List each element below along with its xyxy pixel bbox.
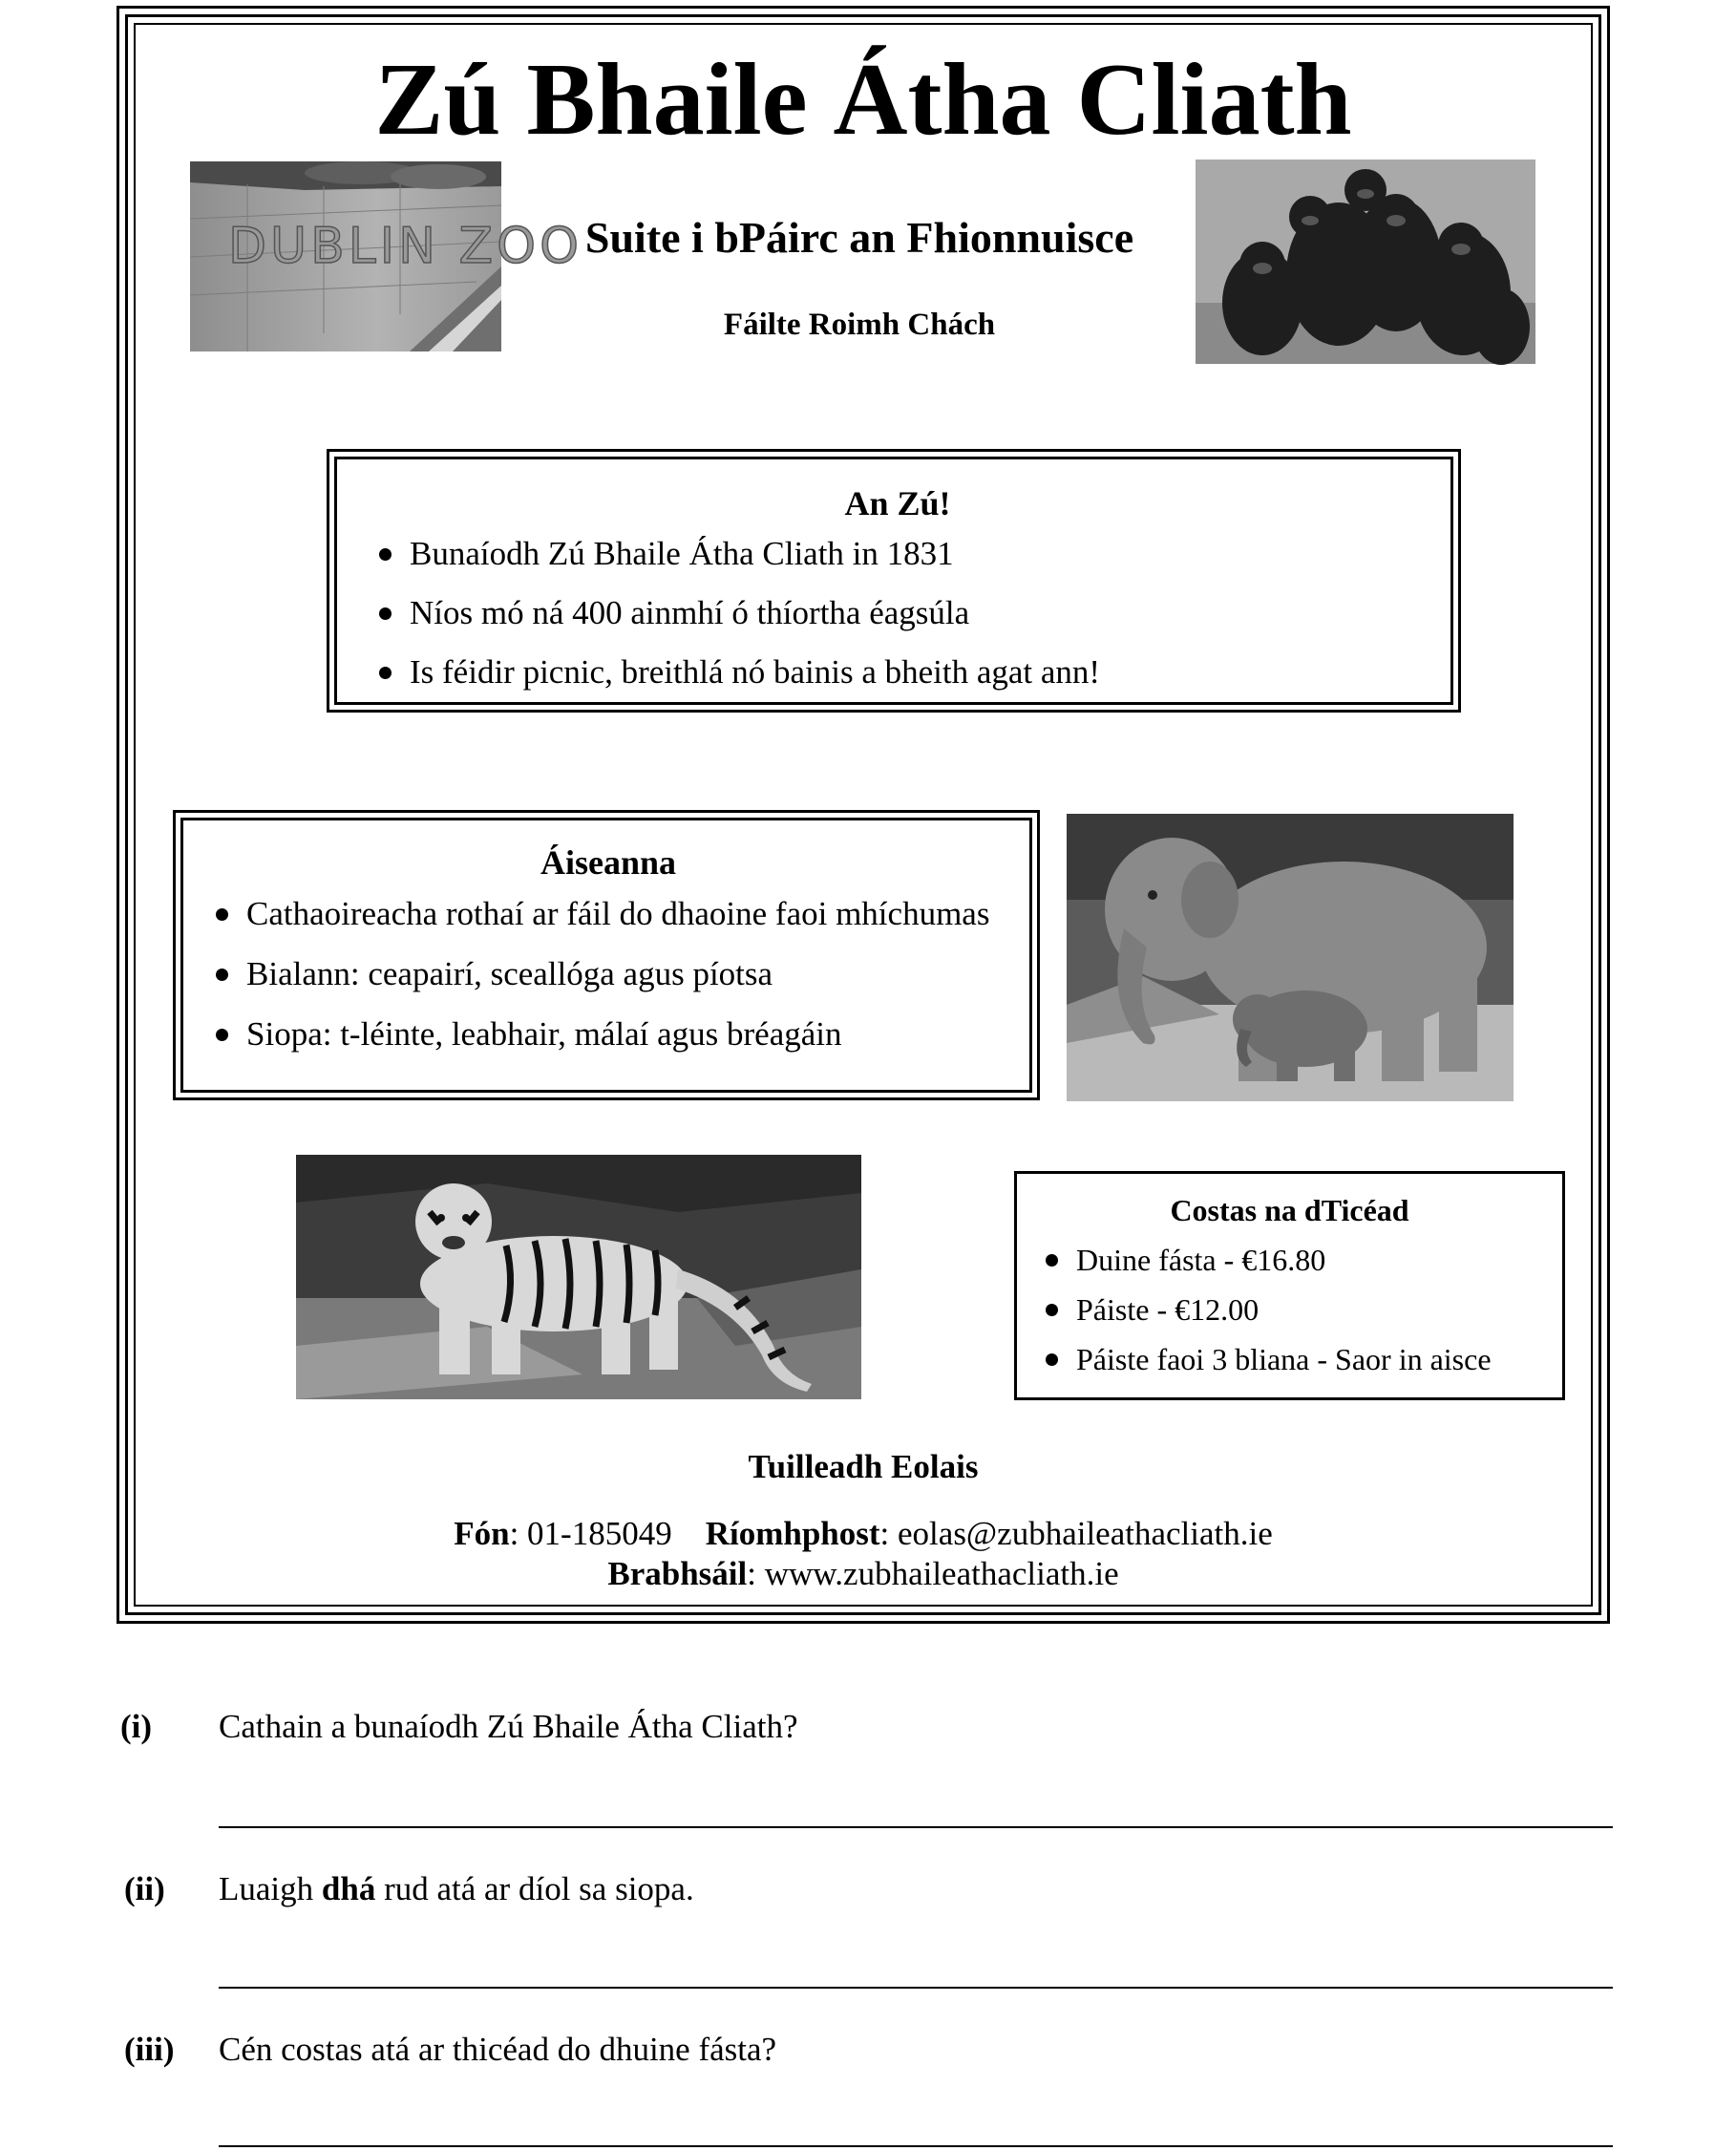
bullet-icon [1046, 1353, 1058, 1366]
tiger-photo [296, 1155, 861, 1399]
question-number: (iii) [124, 2031, 175, 2068]
bullet-icon [216, 908, 228, 921]
list-item-text: Bunaíodh Zú Bhaile Átha Cliath in 1831 [410, 535, 954, 572]
list-item-text: Is féidir picnic, breithlá nó bainis a bheith agat ann! [410, 653, 1101, 691]
an-zu-heading: An Zú! [844, 484, 951, 522]
ticket-prices-box [1014, 1171, 1565, 1400]
bullet-icon [216, 969, 228, 981]
poster-title: Zú Bhaile Átha Cliath [374, 43, 1352, 157]
list-item [201, 884, 1016, 944]
dublin-zoo-sign-photo [190, 161, 582, 351]
list-item-text: Cathaoireacha rothaí ar fáil do dhaoine faoi mhíchumas [246, 895, 990, 932]
list-item-text: Páiste faoi 3 bliana - Saor in aisce [1076, 1342, 1492, 1376]
elephants-photo [1067, 814, 1514, 1101]
question-number: (i) [120, 1708, 153, 1745]
list-item-text: Duine fásta - €16.80 [1076, 1243, 1326, 1277]
answer-line[interactable] [219, 1826, 1613, 1828]
bullet-icon [379, 667, 392, 679]
question-number: (ii) [124, 1870, 165, 1907]
bullet-icon [1046, 1304, 1058, 1316]
web-value: : www.zubhaileathacliath.ie [747, 1555, 1119, 1592]
web-label: Brabhsáil [607, 1555, 748, 1592]
aiseanna-list [201, 884, 1016, 1064]
list-item [364, 584, 1431, 643]
answer-line[interactable] [219, 1987, 1613, 1989]
answer-line[interactable] [219, 2145, 1613, 2147]
contact-line-web [191, 1553, 1535, 1595]
list-item-text: Siopa: t-léinte, leabhair, málaí agus bréagáin [246, 1015, 842, 1053]
question-text: Luaigh dhá rud atá ar díol sa siopa. [219, 1870, 694, 1907]
question-text: Cathain a bunaíodh Zú Bhaile Átha Cliath? [219, 1708, 798, 1745]
email-value: : eolas@zubhaileathacliath.ie [879, 1515, 1273, 1552]
aiseanna-box [180, 818, 1032, 1093]
list-item [201, 944, 1016, 1004]
phone-label: Fón [454, 1515, 510, 1552]
list-item [1030, 1285, 1549, 1334]
list-item-text: Níos mó ná 400 ainmhí ó thíortha éagsúla [410, 594, 970, 631]
list-item [1030, 1334, 1549, 1384]
bullet-icon [1046, 1254, 1058, 1267]
ticket-prices-list [1030, 1235, 1549, 1384]
list-item [364, 524, 1431, 584]
list-item-text: Bialann: ceapairí, sceallóga agus píotsa [246, 955, 773, 992]
an-zu-list [364, 524, 1431, 702]
question-text: Cén costas atá ar thicéad do dhuine fásta? [219, 2031, 777, 2068]
bullet-icon [216, 1029, 228, 1041]
list-item [1030, 1235, 1549, 1285]
ticket-prices-heading: Costas na dTicéad [1170, 1193, 1409, 1227]
bullet-icon [379, 607, 392, 620]
poster-welcome: Fáilte Roimh Chách [723, 308, 996, 342]
svg-text:DUBLIN ZOO: DUBLIN ZOO [228, 218, 582, 275]
email-label: Ríomhphost [705, 1515, 880, 1552]
aiseanna-heading: Áiseanna [540, 843, 677, 882]
list-item [201, 1004, 1016, 1064]
list-item [364, 643, 1431, 702]
contact-line-phone-email [191, 1513, 1535, 1555]
poster-subtitle: Suite i bPáirc an Fhionnuisce [584, 213, 1134, 262]
monkeys-photo [1196, 160, 1535, 364]
bullet-icon [379, 548, 392, 561]
more-info-heading: Tuilleadh Eolais [748, 1448, 979, 1485]
phone-value: : 01-185049 [509, 1515, 672, 1552]
an-zu-box [334, 457, 1453, 705]
list-item-text: Páiste - €12.00 [1076, 1292, 1260, 1327]
